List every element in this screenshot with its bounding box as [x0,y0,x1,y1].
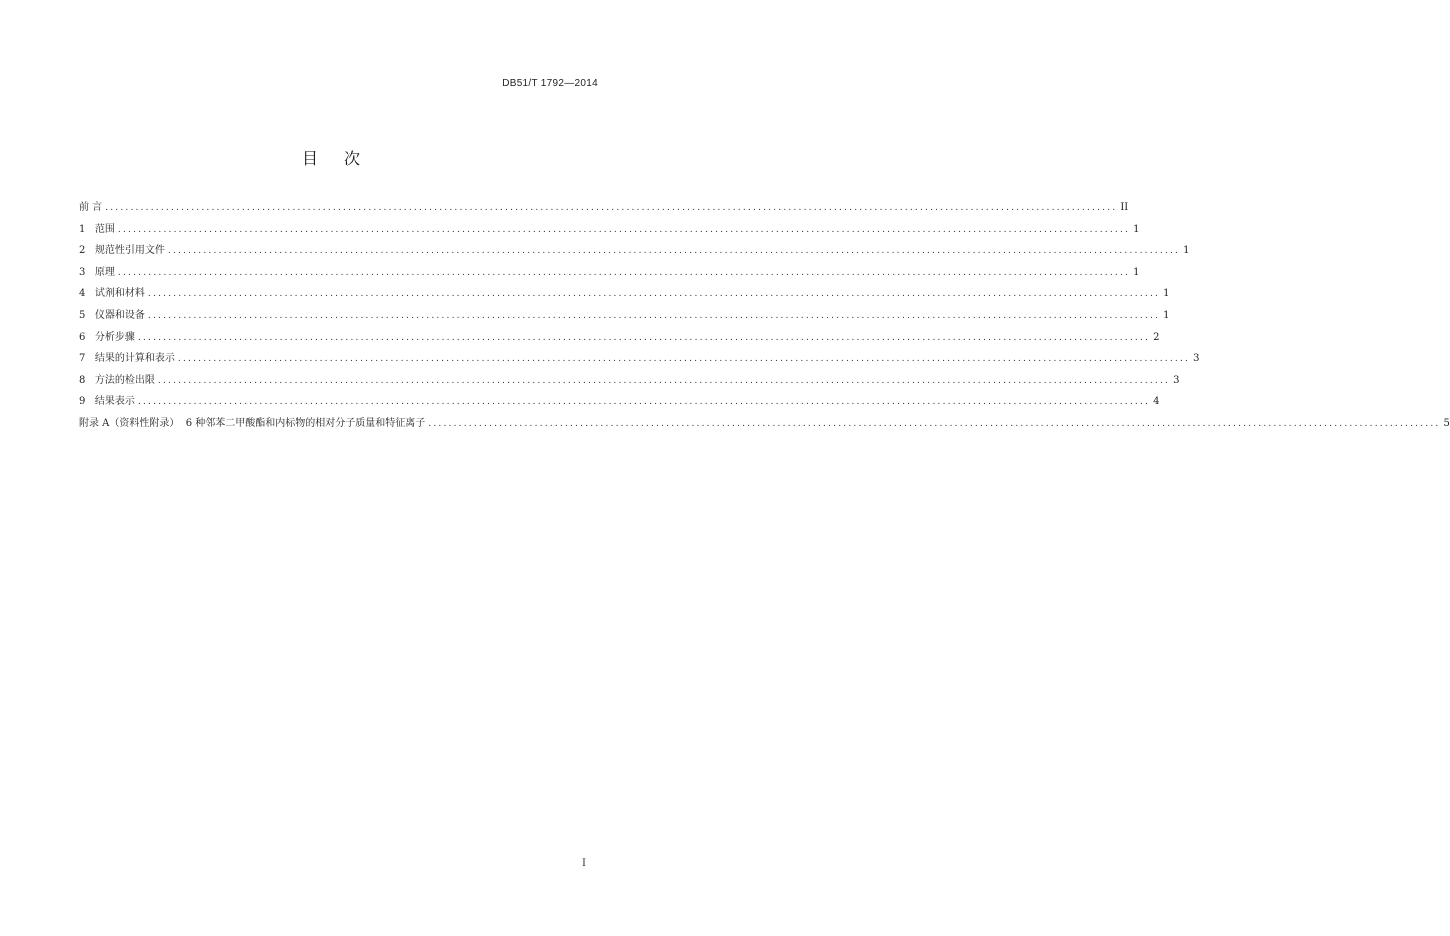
toc-entry-label: 附录 A（资料性附录） 6 种邻苯二甲酸酯和内标物的相对分子质量和特征离子 [79,417,426,429]
toc-entry-label: 方法的检出限 [94,374,155,386]
toc-leader-dots: ........................................................................................................................................................................................................ [117,267,1131,278]
toc-entry-2[interactable] [79,240,1190,262]
toc-entry-label: 仪器和设备 [94,309,145,321]
toc-entry-1[interactable] [79,219,1140,241]
toc-entry-page: 1 [1133,266,1140,278]
toc-entry-page: 3 [1173,374,1180,386]
toc-entry-appendix-a[interactable] [79,413,1450,435]
toc-entry-page: II [1120,202,1129,213]
toc-entry-page: 2 [1153,331,1160,343]
toc-entry-3[interactable] [79,262,1140,284]
toc-leader-dots: ........................................................................................................................................................................................................ [167,246,1181,257]
toc-entry-7[interactable] [79,348,1200,370]
toc-title-part2: 次 [344,149,361,168]
page-number: I [582,858,586,869]
toc-entry-page: 5 [1443,417,1450,429]
toc-entry-page: 1 [1133,223,1140,235]
toc-entry-number: 1 [79,223,86,235]
table-of-contents [79,197,1450,435]
toc-leader-dots: ........................................................................................................................................................................................................ [137,397,1151,408]
toc-entry-6[interactable] [79,327,1160,349]
toc-entry-4[interactable] [79,283,1170,305]
toc-entry-9[interactable] [79,391,1160,413]
toc-entry-5[interactable] [79,305,1170,327]
toc-entry-page: 1 [1183,245,1190,257]
toc-entry-label: 原理 [94,266,115,278]
toc-leader-dots: ........................................................................................................................................................................................................ [117,224,1131,235]
toc-entry-label: 试剂和材料 [94,288,145,300]
toc-leader-dots: ........................................................................................................................................................................................................ [105,203,1118,213]
toc-entry-number: 4 [79,288,86,300]
toc-entry-label: 范围 [94,223,115,235]
toc-entry-8[interactable] [79,370,1180,392]
toc-leader-dots: ........................................................................................................................................................................................................ [428,418,1441,429]
toc-entry-page: 4 [1153,396,1160,408]
toc-leader-dots: ........................................................................................................................................................................................................ [147,289,1161,300]
toc-leader-dots: ........................................................................................................................................................................................................ [177,354,1191,365]
toc-entry-label: 规范性引用文件 [94,245,165,257]
toc-entry-page: 3 [1193,353,1200,365]
toc-title-part1: 目 [301,149,318,168]
toc-entry-number: 5 [79,309,86,321]
toc-entry-page: 1 [1163,309,1170,321]
toc-entry-number: 3 [79,266,86,278]
toc-entry-label: 结果表示 [94,396,135,408]
toc-entry-number: 6 [79,331,86,343]
toc-entry-foreword[interactable] [79,197,1129,219]
toc-entry-number: 2 [79,245,86,257]
toc-entry-page: 1 [1163,288,1170,300]
toc-leader-dots: ........................................................................................................................................................................................................ [147,310,1161,321]
toc-entry-number: 8 [79,374,86,386]
toc-entry-label: 结果的计算和表示 [94,353,175,365]
toc-entry-number: 7 [79,353,86,365]
toc-entry-number: 9 [79,396,86,408]
toc-leader-dots: ........................................................................................................................................................................................................ [137,332,1151,343]
document-code: DB51/T 1792—2014 [502,78,598,89]
toc-title [0,146,662,169]
toc-entry-label: 分析步骤 [94,331,135,343]
toc-entry-label: 前 言 [79,202,103,213]
toc-leader-dots: ........................................................................................................................................................................................................ [157,375,1171,386]
